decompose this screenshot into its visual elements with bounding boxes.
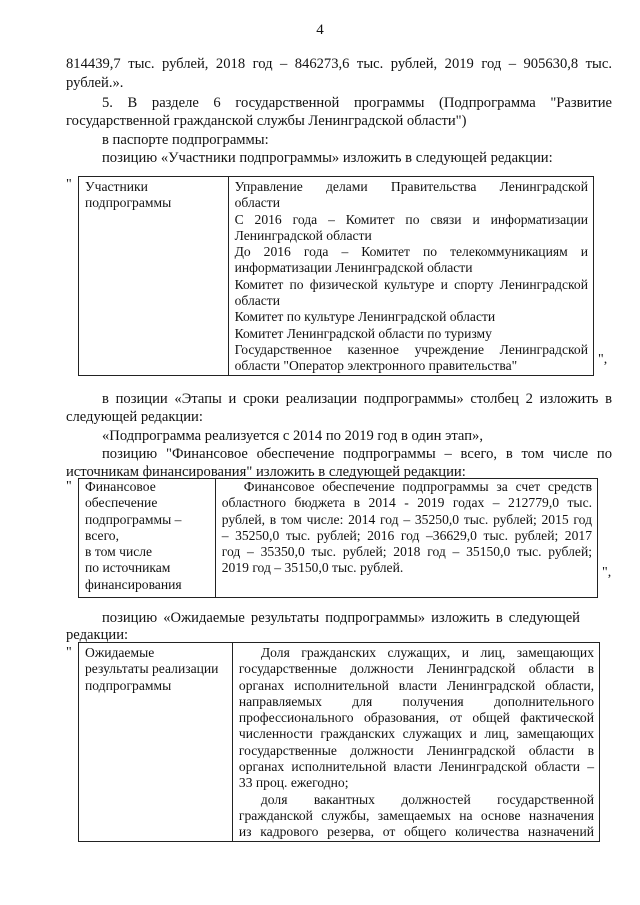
item5-line-2: государственной гражданской службы Ленинградской области") (66, 113, 467, 129)
stages-text: «Подпрограмма реализуется с 2014 по 2019 год в один этап», (102, 428, 483, 444)
value-line: численности гражданских служащих и лиц, замещающих (238, 726, 594, 742)
table2-close-quote: ", (602, 565, 612, 580)
value-line: Государственное казенное учреждение Ленинградской (234, 341, 588, 357)
label-line: обеспечение (85, 495, 158, 511)
table2-open-quote: " (66, 479, 72, 494)
value-line: из кадрового резерва, от общего количества назначений (238, 824, 594, 840)
table-row (79, 479, 598, 598)
label-line: результаты реализации (85, 661, 219, 677)
value-line: рублей, в том числе: 2014 год – 35250,0 тыс. рублей; 2015 год (221, 511, 592, 527)
expected-line-2: редакции: (66, 627, 129, 643)
label-line: по источникам (85, 560, 171, 576)
value-line: 33 проц. ежегодно; (238, 775, 349, 791)
expected-results-table (78, 642, 600, 842)
value-line: государственные должности Ленинградской области в (238, 661, 594, 677)
finance-value-cell (215, 479, 597, 598)
table-row (79, 177, 594, 376)
value-line: доля вакантных должностей государственной (260, 791, 594, 807)
label-line: Ожидаемые (85, 645, 155, 660)
intro-line-1: 814439,7 тыс. рублей, 2018 год – 846273,6 тыс. рублей, 2019 год – 905630,8 тыс. (66, 56, 612, 72)
expected-value-cell (232, 643, 599, 842)
label-line: подпрограммы (85, 195, 172, 211)
table3-open-quote: " (66, 645, 72, 660)
expected-line-1: позицию «Ожидаемые результаты подпрограммы» изложить в следующей (102, 610, 580, 626)
stages-line-1: в позиции «Этапы и сроки реализации подпрограммы» столбец 2 изложить в (102, 391, 612, 407)
stages-line-2: следующей редакции: (66, 409, 203, 425)
value-line: гражданской службы, замещаемых на основе назначения (238, 807, 594, 823)
value-line: Комитет Ленинградской области по туризму (234, 325, 492, 341)
label-line: подпрограммы – (85, 511, 182, 527)
participants-instruction: позицию «Участники подпрограммы» изложить в следующей редакции: (102, 150, 553, 166)
value-line: области (234, 195, 281, 211)
table-row (79, 643, 600, 842)
value-line: До 2016 года – Комитет по телекоммуникациям и (234, 244, 588, 260)
value-line: Доля гражданских служащих, и лиц, замещающих (260, 645, 594, 660)
value-line: областного бюджета в 2014 - 2019 годах – 212779,0 тыс. (221, 495, 592, 511)
table1-open-quote: " (66, 177, 72, 192)
participants-table (78, 176, 594, 376)
finance-label-cell (79, 479, 216, 598)
label-line: всего, (85, 527, 120, 543)
label-line: подпрограммы (85, 677, 172, 693)
value-line: 2019 год – 35150,0 тыс. рублей. (221, 560, 404, 576)
value-line: год – 35350,0 тыс. рублей; 2018 год – 35150,0 тыс. рублей; (221, 544, 592, 560)
value-line: профессионального образования, от общей фактической (238, 710, 594, 726)
participants-value-cell (228, 177, 593, 376)
value-line: С 2016 года – Комитет по связи и информатизации (234, 211, 588, 227)
label-line: финансирования (85, 576, 182, 592)
value-line: органах исполнительной власти Ленинградской области, (238, 677, 594, 693)
finance-line-1: позицию "Финансовое обеспечение подпрограммы – всего, в том числе по (102, 446, 612, 462)
value-line: Комитет по физической культуре и спорту Ленинградской (234, 276, 588, 292)
table1-close-quote: ", (598, 352, 608, 367)
value-line: Комитет по культуре Ленинградской области (234, 309, 496, 325)
expected-label-cell (79, 643, 233, 842)
value-line: направляемых для получения дополнительного (238, 693, 594, 709)
label-line: Финансовое (85, 479, 156, 494)
label-line: в том числе (85, 544, 153, 560)
item5-line-1: 5. В разделе 6 государственной программы (Подпрограмма "Развитие (102, 95, 612, 111)
passport-heading: в паспорте подпрограммы: (102, 132, 269, 148)
participants-label-cell (79, 177, 229, 376)
finance-table (78, 478, 598, 598)
value-line: Ленинградской области (234, 227, 372, 243)
value-line: государственные должности Ленинградской области в (238, 742, 594, 758)
value-line: области (234, 293, 281, 309)
value-line: – 35250,0 тыс. рублей; 2016 год –36629,0 тыс. рублей; 2017 (221, 527, 592, 543)
intro-line-2: рублей.». (66, 75, 124, 91)
finance-line-2: источникам финансирования" изложить в следующей редакции: (66, 464, 466, 480)
label-line: Участники (85, 179, 148, 194)
value-line: информатизации Ленинградской области (234, 260, 473, 276)
value-line: области "Оператор электронного правительства" (234, 358, 518, 374)
value-line: Финансовое обеспечение подпрограммы за счет средств (243, 479, 592, 494)
page-number: 4 (316, 22, 324, 38)
value-line: органах исполнительной власти Ленинградской области – (238, 759, 594, 775)
value-line: Управление делами Правительства Ленинградской (234, 179, 588, 194)
